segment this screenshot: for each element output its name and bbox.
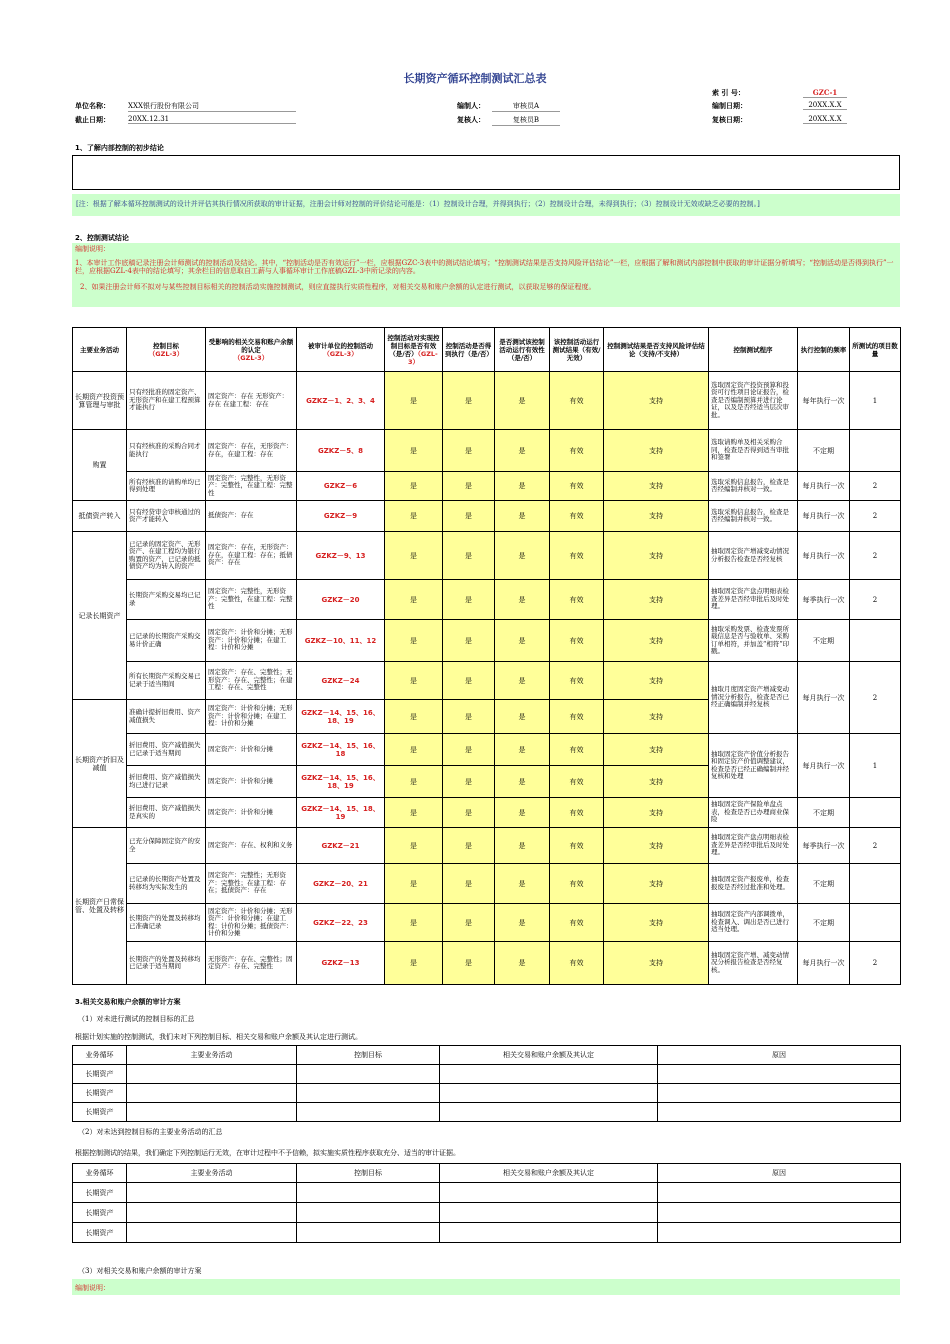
cell-procedure: 抽取固定资产盘点明细表检查差异是否经审批后及时处理。 [709,828,798,864]
table-row [73,430,901,472]
cell-quantity: 1 [850,734,901,798]
header-assertion: 受影响的相关交易和账户余额的认定 （GZL-3） [206,328,297,372]
cell-procedure: 选取采购信息报告，检查是否经编制并核对一致。 [709,472,798,501]
cell-assertion: 固定资产：计价和分摊 [206,766,297,798]
cell-quantity [850,864,901,904]
cell-procedure: 选取请购单及相关采购合同，检查是否得到适当审批和签署 [709,430,798,472]
cell-reason[interactable] [658,1223,901,1243]
header-executed: 控制活动是否得到执行（是/否） [443,328,495,372]
cell-executed[interactable]: 是 [443,472,495,501]
cell-quantity [850,620,901,662]
cell-frequency: 每月执行一次 [798,501,850,532]
section3-sub1: （1）对未进行测试的控制目标的汇总 [78,1015,195,1023]
cell-assertion: 固定资产：计价和分摊；无形资产：计价和分摊；在建工程：计价和分摊；抵债资产：计价和分摊 [206,904,297,942]
cell-executed[interactable]: 是 [443,942,495,985]
cell-procedure: 抽取固定资产报废单，检查报废是否经过批准和处理。 [709,864,798,904]
table-row [73,1065,901,1084]
cell-activity[interactable] [127,1065,297,1084]
cell-assertion: 抵债资产：存在 [206,501,297,532]
col-objective: 控制目标 [297,1046,440,1065]
cell-frequency: 每月执行一次 [798,662,850,734]
cell-executed[interactable]: 是 [443,766,495,798]
cell-activity: 抵债资产转入 [73,501,127,532]
table-row [73,798,901,828]
table-row [73,501,901,532]
cell-procedure: 抽取固定资产保险单盘点表，检查是否已办理商业保险 [709,798,798,828]
index-value: GZC-1 [803,88,847,98]
section3-sub2-text: 根据控制测试的结果，我们确定下列控制运行无效，在审计过程中不予信赖，拟实施实质性程序获取充分、适当的审计证据。 [75,1149,460,1157]
table-row [73,1183,901,1203]
cell-assertion: 固定资产：完整性，无形资产：完整性，在建工程：完整性 [206,472,297,501]
section3-heading: 3.相关交易和账户余额的审计方案 [75,998,181,1006]
cell-tested[interactable]: 是 [495,662,550,700]
header-tested: 是否测试该控制活动运行有效性（是/否） [495,328,550,372]
reviewed-value: 复核员B [492,115,560,126]
cell-assertion[interactable] [440,1223,658,1243]
cell-frequency: 不定期 [798,904,850,942]
cell-assertion[interactable] [440,1203,658,1223]
cell-activity[interactable] [127,1223,297,1243]
cell-result[interactable]: 有效 [550,662,604,700]
cell-assertion: 固定资产：计价和分摊 [206,734,297,766]
cell-objective: 长期资产的处置及转移均已准确记录 [127,904,206,942]
cell-assertion: 固定资产：存在、权利和义务 [206,828,297,864]
cell-activity[interactable] [127,1103,297,1122]
page-title: 长期资产循环控制测试汇总表 [403,72,547,85]
table-row [73,828,901,864]
table-row [73,472,901,501]
cell-quantity: 2 [850,501,901,532]
cell-frequency: 每月执行一次 [798,942,850,985]
col-assertion: 相关交易和账户余额及其认定 [440,1046,658,1065]
section1-note: [注：根据了解本循环控制测试的设计并评估其执行情况所获取的审计证据，注册会计师对控制的评价结论可能是：（1）控制设计合理，并得到执行；（2）控制设计合理，未得到执行；（3）控制设计无效或缺乏必要的控制。] [76,200,760,208]
section2-note1: 1、本审计工作底稿记录注册会计师测试的控制活动及结论。其中，“控制活动是否有效运行”一栏，应根据GZC-3表中的测试结论填写；“控制测试结果是否支持风险评估结论”一栏，应根据了解和测试内部控制中获取的审计证据分析填写；“控制活动是否得到执行”一栏，应根据GZL-4表中的结论填写；其余栏目的信息取自工薪与人事循环审计工作底稿GZL-3中所记录的内容。 [75,259,894,275]
cell-objective: 准确计提折旧费用、资产减值损失 [127,700,206,734]
cell-effective[interactable]: 是 [385,430,443,472]
prep-date-label: 编制日期： [712,102,747,110]
cell-frequency: 每月执行一次 [798,734,850,798]
cell-assertion: 无形资产：存在、完整性；固定资产：存在、完整性 [206,942,297,985]
cell-executed[interactable]: 是 [443,828,495,864]
cell-effective[interactable]: 是 [385,580,443,620]
unit-label: 单位名称： [75,102,110,110]
section3-note-title: 编制说明： [75,1284,110,1292]
cell-support[interactable]: 支持 [604,904,709,942]
cell-effective[interactable]: 是 [385,501,443,532]
cell-objective: 已记录的长期资产处置及转移均为实际发生的 [127,864,206,904]
cell-code: GZKZ－5、8 [297,430,385,472]
cell-procedure: 选取采购信息报告，检查是否经编制并核对一致。 [709,501,798,532]
cell-objective[interactable] [297,1065,440,1084]
cell-tested[interactable]: 是 [495,828,550,864]
cell-procedure: 抽取月度固定资产增减变动情况分析报告，检查是否已经正确编制并经复核 [709,662,798,734]
cell-quantity [850,430,901,472]
header-procedure: 控制测试程序 [709,328,798,372]
cell-effective[interactable]: 是 [385,472,443,501]
table-row [73,1103,901,1122]
section2-heading: 2、控制测试结论 [75,234,129,242]
table-row [73,532,901,580]
cell-assertion[interactable] [440,1084,658,1103]
cell-frequency: 不定期 [798,798,850,828]
cell-assertion[interactable] [440,1103,658,1122]
cell-code: GZKZ－20 [297,580,385,620]
cell-objective: 长期资产采购交易均已记录 [127,580,206,620]
cell-frequency: 每年执行一次 [798,372,850,430]
cell-effective[interactable]: 是 [385,766,443,798]
cell-tested[interactable]: 是 [495,472,550,501]
section1-conclusion-box[interactable] [72,155,900,190]
section1-heading: 1、了解内部控制的初步结论 [75,144,164,152]
cell-support[interactable]: 支持 [604,501,709,532]
cell-tested[interactable]: 是 [495,501,550,532]
cell-executed[interactable]: 是 [443,734,495,766]
cell-result[interactable]: 有效 [550,734,604,766]
header-objective: 控制目标 （GZL-3） [127,328,206,372]
cell-result[interactable]: 有效 [550,501,604,532]
header-effective: 控制活动对实现控制目标是否有效（是/否）（GZL-3） [385,328,443,372]
cell-support[interactable]: 支持 [604,580,709,620]
table-row [73,1223,901,1243]
cell-executed[interactable]: 是 [443,532,495,580]
cell-code: GZKZ－14、15、18、19 [297,798,385,828]
cell-objective[interactable] [297,1223,440,1243]
cell-quantity: 2 [850,828,901,864]
cell-result[interactable]: 有效 [550,430,604,472]
cell-tested[interactable]: 是 [495,904,550,942]
table-row [73,1203,901,1223]
cell-activity: 记录长期资产 [73,532,127,700]
cell-effective[interactable]: 是 [385,532,443,580]
cell-effective[interactable]: 是 [385,620,443,662]
col-objective: 控制目标 [297,1164,440,1183]
cell-reason[interactable] [658,1084,901,1103]
untested-objectives-table [72,1045,901,1122]
cell-result[interactable]: 有效 [550,942,604,985]
cell-support[interactable]: 支持 [604,828,709,864]
cell-objective[interactable] [297,1203,440,1223]
cell-frequency: 不定期 [798,430,850,472]
cell-support[interactable]: 支持 [604,942,709,985]
prep-date-value: 20XX.X.X [803,101,847,110]
rev-date-value: 20XX.X.X [803,115,847,124]
cell-effective[interactable]: 是 [385,734,443,766]
cell-frequency: 不定期 [798,864,850,904]
cell-assertion: 固定资产：计价和分摊；无形资产：计价和分摊；在建工程：计价和分摊 [206,700,297,734]
cell-code: GZKZ－10、11、12 [297,620,385,662]
cell-quantity: 2 [850,580,901,620]
section2-note-title: 编制说明： [75,245,110,253]
cell-code: GZKZ－13 [297,942,385,985]
header-frequency: 执行控制的频率 [798,328,850,372]
cell-code: GZKZ－22、23 [297,904,385,942]
section3-sub1-text: 根据计划实施的控制测试，我们未对下列控制目标、相关交易和账户余额及其认定进行测试。 [75,1033,362,1041]
cell-procedure: 抽取采购发票、检查发票所载信息是否与验收单、采购订单相符，并加盖“相符”印戳。 [709,620,798,662]
cell-result[interactable]: 有效 [550,904,604,942]
cell-cycle: 长期资产 [73,1084,127,1103]
cell-cycle: 长期资产 [73,1183,127,1203]
prepared-label: 编制人： [457,102,485,110]
cell-cycle: 长期资产 [73,1103,127,1122]
cell-support[interactable]: 支持 [604,766,709,798]
cell-assertion: 固定资产：完整性；无形资产：完整性；在建工程：存在；抵债资产：存在 [206,864,297,904]
cell-assertion[interactable] [440,1183,658,1203]
cell-code: GZKZ－9、13 [297,532,385,580]
unit-value: XXX银行股份有限公司 [128,101,296,112]
cell-tested[interactable]: 是 [495,864,550,904]
cell-tested[interactable]: 是 [495,942,550,985]
table-row [73,580,901,620]
cell-quantity: 1 [850,372,901,430]
cell-frequency: 每季执行一次 [798,828,850,864]
cell-support[interactable]: 支持 [604,662,709,700]
cell-support[interactable]: 支持 [604,372,709,430]
header-control-activity: 被审计单位的控制活动 （GZL-3） [297,328,385,372]
col-assertion: 相关交易和账户余额及其认定 [440,1164,658,1183]
table-row [73,942,901,985]
cell-effective[interactable]: 是 [385,942,443,985]
cell-executed[interactable]: 是 [443,864,495,904]
cell-executed[interactable]: 是 [443,372,495,430]
header-quantity: 所测试的项目数量 [850,328,901,372]
cell-reason[interactable] [658,1203,901,1223]
cell-code: GZKZ－20、21 [297,864,385,904]
table-row [73,620,901,662]
cell-executed[interactable]: 是 [443,620,495,662]
cell-cycle: 长期资产 [73,1065,127,1084]
cell-objective: 只有经核准的采购合同才能执行 [127,430,206,472]
cell-procedure: 抽取固定资产增减变动情况分析报告检查是否经复核 [709,532,798,580]
cell-objective: 长期资产的处置及转移均已记录于适当期间 [127,942,206,985]
cell-assertion: 固定资产：存在，无形资产：存在，在建工程：存在；抵债资产：存在 [206,532,297,580]
cell-effective[interactable]: 是 [385,828,443,864]
cell-frequency: 不定期 [798,620,850,662]
cell-code: GZKZ－1、2、3、4 [297,372,385,430]
cell-quantity: 2 [850,532,901,580]
cell-tested[interactable]: 是 [495,532,550,580]
cell-effective[interactable]: 是 [385,662,443,700]
cell-support[interactable]: 支持 [604,620,709,662]
header-result: 该控制活动运行测试结果（有效/无效） [550,328,604,372]
cell-activity: 长期资产投资预算管理与审批 [73,372,127,430]
reviewed-label: 复核人： [457,116,485,124]
col-activity: 主要业务活动 [127,1164,297,1183]
cell-assertion: 固定资产：存在 无形资产：存在 在建工程：存在 [206,372,297,430]
table-row [73,904,901,942]
cell-assertion: 固定资产：完整性，无形资产：完整性，在建工程：完整性 [206,580,297,620]
cell-support[interactable]: 支持 [604,430,709,472]
cell-result[interactable]: 有效 [550,472,604,501]
cell-objective[interactable] [297,1103,440,1122]
col-cycle: 业务循环 [73,1164,127,1183]
cell-assertion: 固定资产：存在、完整性；无形资产：存在、完整性；在建工程：存在、完整性 [206,662,297,700]
section2-note2: 2、如果注册会计师不拟对与某些控制目标相关的控制活动实施控制测试，则应直接执行实质性程序，对相关交易和账户余额的认定进行测试，以获取足够的保证程度。 [80,283,596,291]
col-reason: 原因 [658,1046,901,1065]
cell-effective[interactable]: 是 [385,372,443,430]
cell-tested[interactable]: 是 [495,766,550,798]
table-row [73,734,901,766]
cell-frequency: 每季执行一次 [798,580,850,620]
cell-tested[interactable]: 是 [495,734,550,766]
cell-result[interactable]: 有效 [550,828,604,864]
section3-sub3: （3）对相关交易和账户余额的审计方案 [78,1267,202,1275]
cell-reason[interactable] [658,1065,901,1084]
cell-quantity [850,798,901,828]
col-activity: 主要业务活动 [127,1046,297,1065]
table-row [73,1084,901,1103]
cell-support[interactable]: 支持 [604,864,709,904]
section3-sub2: （2）对未达到控制目标的主要业务活动的汇总 [78,1128,223,1136]
cell-executed[interactable]: 是 [443,580,495,620]
col-reason: 原因 [658,1164,901,1183]
cell-assertion: 固定资产：存在，无形资产：存在，在建工程：存在 [206,430,297,472]
cell-effective[interactable]: 是 [385,798,443,828]
cell-support[interactable]: 支持 [604,472,709,501]
cell-procedure: 抽取固定资产盘点明细表检查差异是否经审批后及时处理。 [709,580,798,620]
table-row [73,864,901,904]
cell-code: GZKZ－9 [297,501,385,532]
cell-objective: 所有长期资产采购交易已记录于适当期间 [127,662,206,700]
cell-procedure: 抽取固定资产增、减变动情况分析报告检查是否经复核。 [709,942,798,985]
header-activity: 主要业务活动 [73,328,127,372]
cell-executed[interactable]: 是 [443,501,495,532]
cell-cycle: 长期资产 [73,1203,127,1223]
cell-support[interactable]: 支持 [604,798,709,828]
cell-effective[interactable]: 是 [385,864,443,904]
cell-support[interactable]: 支持 [604,734,709,766]
table-row [73,662,901,700]
cell-result[interactable]: 有效 [550,620,604,662]
cell-objective[interactable] [297,1084,440,1103]
cell-reason[interactable] [658,1103,901,1122]
col-cycle: 业务循环 [73,1046,127,1065]
cell-executed[interactable]: 是 [443,798,495,828]
cell-tested[interactable]: 是 [495,580,550,620]
cell-tested[interactable]: 是 [495,700,550,734]
cell-activity[interactable] [127,1183,297,1203]
header-support: 控制测试结果是否支持风险评估结论（支持/不支持） [604,328,709,372]
date-label: 截止日期： [75,116,110,124]
cell-assertion[interactable] [440,1065,658,1084]
cell-code: GZKZ－24 [297,662,385,700]
cell-reason[interactable] [658,1183,901,1203]
cell-code: GZKZ－21 [297,828,385,864]
cell-objective: 只有经贷审会审核通过的资产才能转入 [127,501,206,532]
cell-objective[interactable] [297,1183,440,1203]
cell-effective[interactable]: 是 [385,700,443,734]
cell-code: GZKZ－14、15、16、18 [297,734,385,766]
cell-effective[interactable]: 是 [385,904,443,942]
cell-support[interactable]: 支持 [604,700,709,734]
rev-date-label: 复核日期： [712,116,747,124]
control-test-table [72,327,901,985]
cell-code: GZKZ－14、15、16、18、19 [297,700,385,734]
cell-result[interactable]: 有效 [550,864,604,904]
cell-quantity [850,904,901,942]
cell-quantity: 2 [850,942,901,985]
cell-objective: 已充分保障固定资产的安全 [127,828,206,864]
cell-code: GZKZ－14、15、16、18、19 [297,766,385,798]
cell-activity[interactable] [127,1203,297,1223]
cell-support[interactable]: 支持 [604,532,709,580]
cell-result[interactable]: 有效 [550,798,604,828]
cell-tested[interactable]: 是 [495,798,550,828]
cell-result[interactable]: 有效 [550,766,604,798]
cell-result[interactable]: 有效 [550,700,604,734]
cell-executed[interactable]: 是 [443,662,495,700]
cell-cycle: 长期资产 [73,1223,127,1243]
cell-objective: 所有经核准的请购单均已得到处理 [127,472,206,501]
cell-objective: 折旧费用、资产减值损失是真实的 [127,798,206,828]
cell-frequency: 每月执行一次 [798,472,850,501]
cell-activity[interactable] [127,1084,297,1103]
index-label: 索 引 号： [712,89,745,97]
table-row [73,372,901,430]
cell-procedure: 抽取固定资产价值分析报告和固定资产价值调整建议，检查是否已经正确编制并经复核和处理 [709,734,798,798]
cell-frequency: 每月执行一次 [798,532,850,580]
cell-quantity: 2 [850,472,901,501]
cell-assertion: 固定资产：计价和分摊 [206,798,297,828]
cell-result[interactable]: 有效 [550,580,604,620]
cell-procedure: 选取固定资产投资预算和投资可行性项目论证报告，检查是否编制预算并进行论证，以及是否经适当层次审批。 [709,372,798,430]
cell-objective: 折旧费用、资产减值损失已记录于适当期间 [127,734,206,766]
cell-executed[interactable]: 是 [443,904,495,942]
cell-tested[interactable]: 是 [495,372,550,430]
cell-procedure: 抽取固定资产内部调拨单，检查调入、调出是否已进行适当处理。 [709,904,798,942]
cell-objective: 已记录的固定资产、无形资产、在建工程均为银行购置的资产，已记录的抵债资产均为转入的资产 [127,532,206,580]
cell-executed[interactable]: 是 [443,430,495,472]
ineffective-activities-table [72,1163,901,1243]
date-value: 20XX.12.31 [128,115,296,124]
cell-activity: 长期资产日常保管、处置及转移 [73,828,127,985]
cell-assertion: 固定资产：计价和分摊；无形资产：计价和分摊；在建工程：计价和分摊 [206,620,297,662]
cell-activity: 购置 [73,430,127,501]
prepared-value: 审核员A [492,101,560,112]
cell-executed[interactable]: 是 [443,700,495,734]
cell-code: GZKZ－6 [297,472,385,501]
cell-tested[interactable]: 是 [495,430,550,472]
cell-objective: 只有经批准的固定资产、无形资产和在建工程预算才能执行 [127,372,206,430]
cell-result[interactable]: 有效 [550,372,604,430]
cell-tested[interactable]: 是 [495,620,550,662]
cell-result[interactable]: 有效 [550,532,604,580]
cell-activity: 长期资产折旧及减值 [73,700,127,828]
cell-objective: 已记录的长期资产采购交易计价正确 [127,620,206,662]
cell-objective: 折旧费用、资产减值损失均已进行记录 [127,766,206,798]
cell-quantity: 2 [850,662,901,734]
